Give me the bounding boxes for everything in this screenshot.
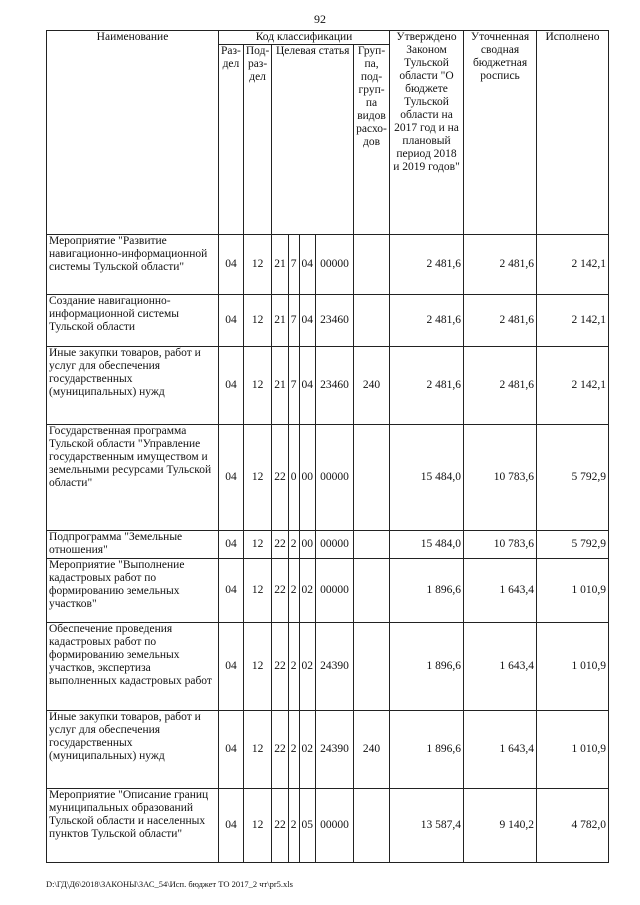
table-row [47, 531, 609, 559]
executed-amount: 2 142,1 [537, 347, 609, 425]
target-code-event: 04 [299, 347, 316, 425]
expense-type-code [354, 623, 390, 711]
target-code-program: 22 [272, 623, 289, 711]
subsection-code: 12 [243, 559, 271, 623]
header-approved: Утверждено Законом Тульской области "О бюджете Тульской области на 2017 год и на плановый период 2018 и 2019 годов" [390, 31, 464, 235]
executed-amount: 5 792,9 [537, 531, 609, 559]
executed-amount: 4 782,0 [537, 789, 609, 863]
expense-type-code [354, 559, 390, 623]
refined-amount: 2 481,6 [464, 235, 537, 295]
refined-amount: 1 643,4 [464, 711, 537, 789]
table-row [47, 235, 609, 295]
target-code-direction: 23460 [316, 347, 354, 425]
target-code-event: 00 [299, 531, 316, 559]
target-code-subprogram: 2 [288, 531, 299, 559]
header-target: Целевая статья [272, 45, 354, 235]
row-name: Мероприятие "Развитие навигационно-информационной системы Тульской области" [47, 235, 219, 295]
target-code-subprogram: 7 [288, 235, 299, 295]
row-name: Подпрограмма "Земельные отношения" [47, 531, 219, 559]
target-code-direction: 24390 [316, 623, 354, 711]
approved-amount: 1 896,6 [390, 711, 464, 789]
approved-amount: 1 896,6 [390, 559, 464, 623]
refined-amount: 2 481,6 [464, 295, 537, 347]
target-code-subprogram: 2 [288, 559, 299, 623]
target-code-subprogram: 7 [288, 295, 299, 347]
subsection-code: 12 [243, 789, 271, 863]
target-code-event: 00 [299, 425, 316, 531]
target-code-subprogram: 7 [288, 347, 299, 425]
file-path-footer: D:\ГД\Д6\2018\ЗАКОНЫ\ЗАС_54\Исп. бюджет ТО 2017_2 чт\pr5.xls [46, 879, 293, 889]
refined-amount: 9 140,2 [464, 789, 537, 863]
approved-amount: 15 484,0 [390, 531, 464, 559]
section-code: 04 [219, 347, 244, 425]
row-name: Государственная программа Тульской области "Управление государственным имуществом и земельными ресурсами Тульской области" [47, 425, 219, 531]
executed-amount: 2 142,1 [537, 235, 609, 295]
subsection-code: 12 [243, 347, 271, 425]
section-code: 04 [219, 295, 244, 347]
target-code-direction: 24390 [316, 711, 354, 789]
expense-type-code [354, 425, 390, 531]
target-code-subprogram: 2 [288, 711, 299, 789]
budget-table [46, 30, 609, 863]
expense-type-code [354, 295, 390, 347]
executed-amount: 1 010,9 [537, 559, 609, 623]
expense-type-code [354, 235, 390, 295]
header-executed: Исполнено [537, 31, 609, 235]
subsection-code: 12 [243, 295, 271, 347]
header-refined: Уточненная сводная бюджетная роспись [464, 31, 537, 235]
subsection-code: 12 [243, 425, 271, 531]
section-code: 04 [219, 425, 244, 531]
row-name: Создание навигационно-информационной системы Тульской области [47, 295, 219, 347]
target-code-program: 21 [272, 295, 289, 347]
row-name: Иные закупки товаров, работ и услуг для обеспечения государственных (муниципальных) нужд [47, 347, 219, 425]
row-name: Иные закупки товаров, работ и услуг для обеспечения государственных (муниципальных) нужд [47, 711, 219, 789]
target-code-direction: 23460 [316, 295, 354, 347]
target-code-event: 04 [299, 295, 316, 347]
target-code-program: 22 [272, 559, 289, 623]
header-name: Наименование [47, 31, 219, 235]
page-number: 92 [314, 12, 326, 26]
table-row [47, 347, 609, 425]
subsection-code: 12 [243, 235, 271, 295]
target-code-event: 05 [299, 789, 316, 863]
approved-amount: 2 481,6 [390, 347, 464, 425]
header-code: Код классификации [219, 31, 390, 45]
subsection-code: 12 [243, 711, 271, 789]
target-code-direction: 00000 [316, 235, 354, 295]
refined-amount: 10 783,6 [464, 425, 537, 531]
executed-amount: 1 010,9 [537, 623, 609, 711]
table-row [47, 711, 609, 789]
section-code: 04 [219, 531, 244, 559]
target-code-event: 04 [299, 235, 316, 295]
header-subsection: Под-раз-дел [243, 45, 271, 235]
target-code-subprogram: 2 [288, 623, 299, 711]
approved-amount: 2 481,6 [390, 235, 464, 295]
target-code-program: 21 [272, 347, 289, 425]
section-code: 04 [219, 559, 244, 623]
target-code-event: 02 [299, 623, 316, 711]
approved-amount: 2 481,6 [390, 295, 464, 347]
target-code-direction: 00000 [316, 531, 354, 559]
target-code-subprogram: 0 [288, 425, 299, 531]
expense-type-code [354, 531, 390, 559]
target-code-event: 02 [299, 711, 316, 789]
header-group: Груп-па, под-груп-па видов расхо-дов [354, 45, 390, 235]
approved-amount: 15 484,0 [390, 425, 464, 531]
section-code: 04 [219, 623, 244, 711]
target-code-direction: 00000 [316, 559, 354, 623]
subsection-code: 12 [243, 623, 271, 711]
refined-amount: 1 643,4 [464, 623, 537, 711]
refined-amount: 1 643,4 [464, 559, 537, 623]
section-code: 04 [219, 789, 244, 863]
subsection-code: 12 [243, 531, 271, 559]
approved-amount: 13 587,4 [390, 789, 464, 863]
section-code: 04 [219, 235, 244, 295]
target-code-program: 22 [272, 789, 289, 863]
refined-amount: 10 783,6 [464, 531, 537, 559]
target-code-program: 22 [272, 425, 289, 531]
approved-amount: 1 896,6 [390, 623, 464, 711]
target-code-direction: 00000 [316, 789, 354, 863]
table-row [47, 623, 609, 711]
table-row [47, 425, 609, 531]
table-row [47, 295, 609, 347]
target-code-program: 21 [272, 235, 289, 295]
table-row [47, 559, 609, 623]
target-code-program: 22 [272, 531, 289, 559]
target-code-program: 22 [272, 711, 289, 789]
section-code: 04 [219, 711, 244, 789]
refined-amount: 2 481,6 [464, 347, 537, 425]
row-name: Обеспечение проведения кадастровых работ по формированию земельных участков, экспертиза выполненных кадастровых работ [47, 623, 219, 711]
row-name: Мероприятие "Выполнение кадастровых работ по формированию земельных участков" [47, 559, 219, 623]
executed-amount: 5 792,9 [537, 425, 609, 531]
target-code-direction: 00000 [316, 425, 354, 531]
expense-type-code: 240 [354, 711, 390, 789]
expense-type-code: 240 [354, 347, 390, 425]
executed-amount: 2 142,1 [537, 295, 609, 347]
row-name: Мероприятие "Описание границ муниципальных образований Тульской области и населенных пунктов Тульской области" [47, 789, 219, 863]
expense-type-code [354, 789, 390, 863]
target-code-subprogram: 2 [288, 789, 299, 863]
table-row [47, 789, 609, 863]
executed-amount: 1 010,9 [537, 711, 609, 789]
header-section: Раз-дел [219, 45, 244, 235]
target-code-event: 02 [299, 559, 316, 623]
